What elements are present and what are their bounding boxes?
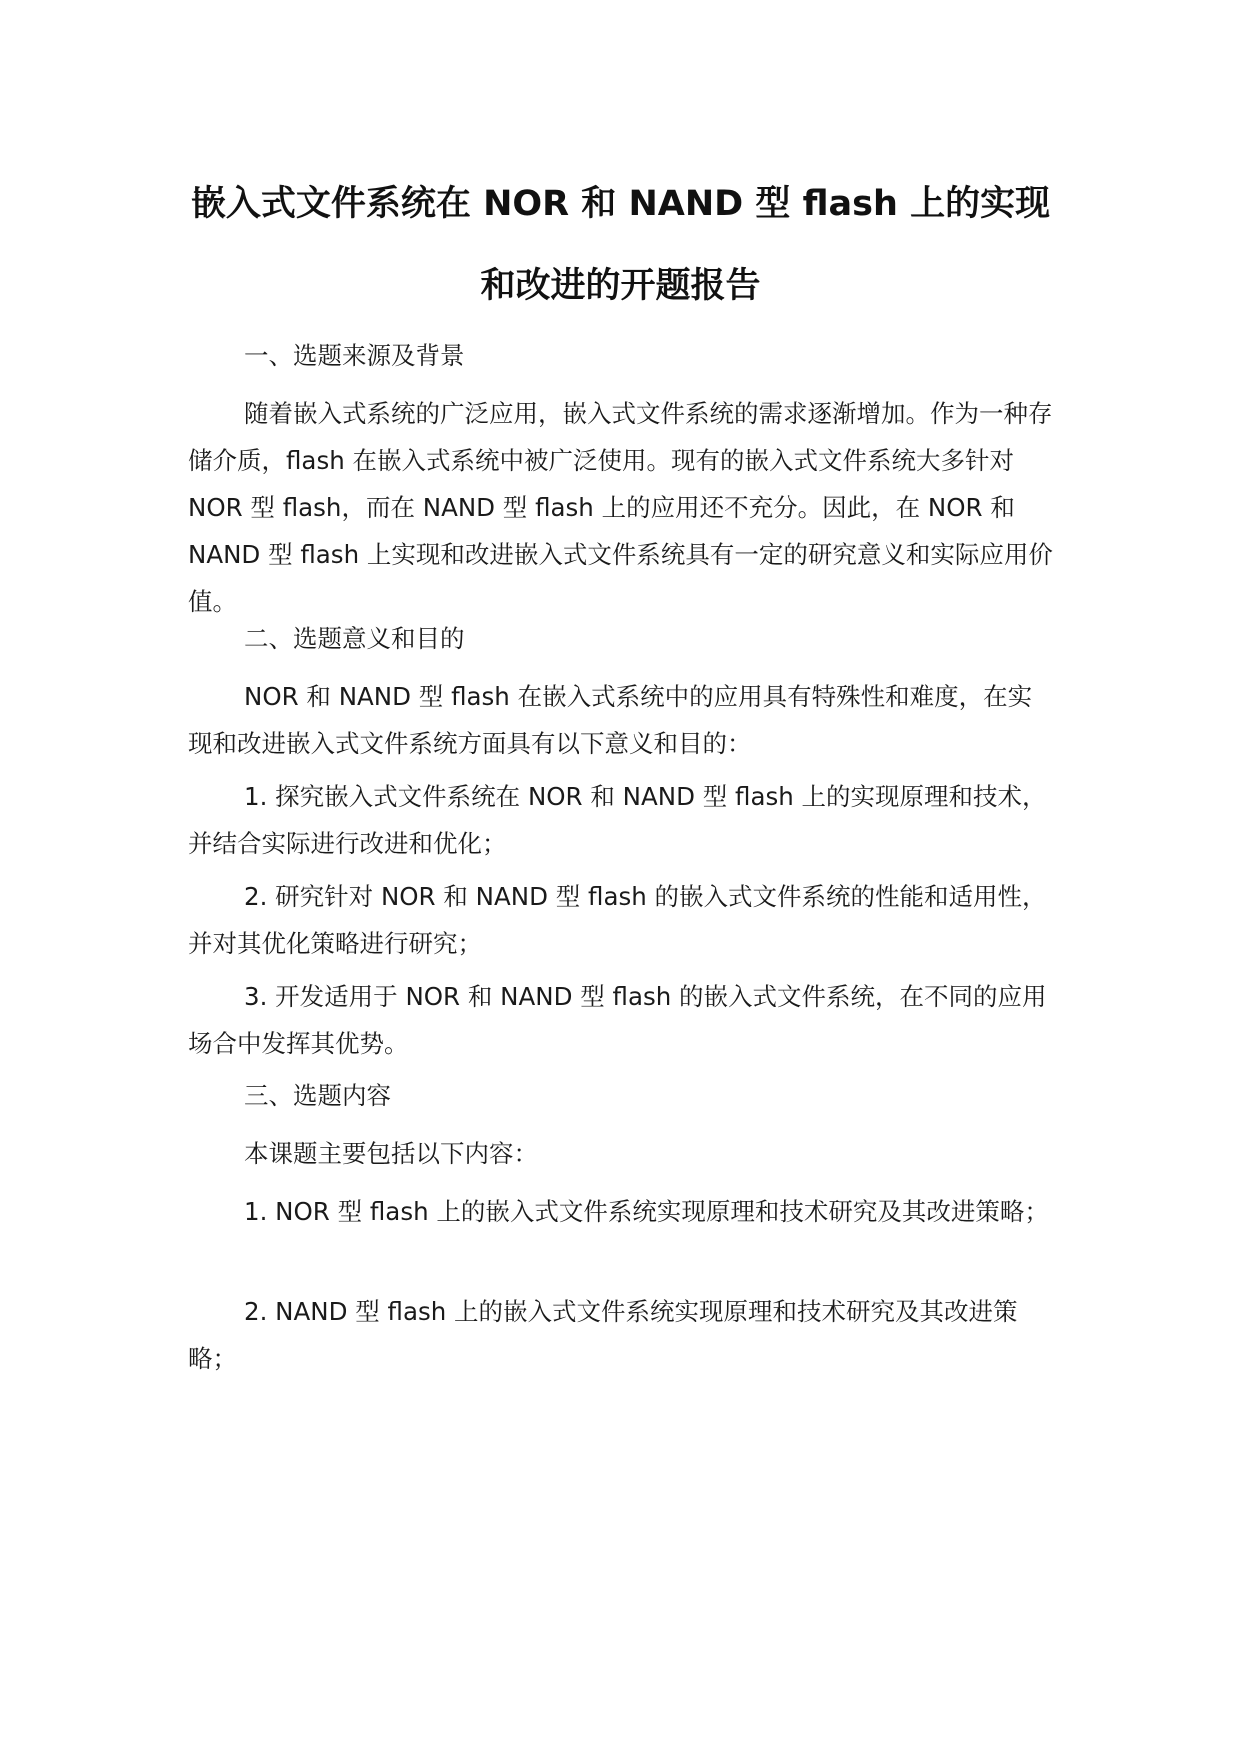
section-3-item-1: 1. NOR 型 flash 上的嵌入式文件系统实现原理和技术研究及其改进策略； [244,1197,1049,1226]
section-2-item-2: 2. 研究针对 NOR 和 NAND 型 flash 的嵌入式文件系统的性能和适用性，并对其优化策略进行研究； [188,882,1047,958]
section-3-intro: 本课题主要包括以下内容： [244,1139,538,1168]
section-1-heading: 一、选题来源及背景 [244,341,465,370]
section-2-item-3: 3. 开发适用于 NOR 和 NAND 型 flash 的嵌入式文件系统，在不同的应用场合中发挥其优势。 [188,982,1047,1058]
section-2-heading: 二、选题意义和目的 [244,624,465,653]
document-title-line-2: 和改进的开题报告 [480,266,761,306]
section-3-item-2: 2. NAND 型 flash 上的嵌入式文件系统实现原理和技术研究及其改进策略； [188,1297,1018,1373]
section-3-heading: 三、选题内容 [244,1081,391,1110]
section-1-paragraph: 随着嵌入式系统的广泛应用，嵌入式文件系统的需求逐渐增加。作为一种存储介质，flash 在嵌入式系统中被广泛使用。现有的嵌入式文件系统大多针对 NOR 型 flash，而在 NAND 型 flash 上的应用还不充分。因此，在 NOR 和 NAND 型 flash 上实现和改进嵌入式文件系统具有一定的研究意义和实际应用价值。 [188,399,1053,616]
section-2-intro: NOR 和 NAND 型 flash 在嵌入式系统中的应用具有特殊性和难度，在实现和改进嵌入式文件系统方面具有以下意义和目的： [188,682,1033,758]
section-2-item-1: 1. 探究嵌入式文件系统在 NOR 和 NAND 型 flash 上的实现原理和技术，并结合实际进行改进和优化； [188,782,1047,858]
document-title-line-1: 嵌入式文件系统在 NOR 和 NAND 型 flash 上的实现 [190,184,1051,224]
